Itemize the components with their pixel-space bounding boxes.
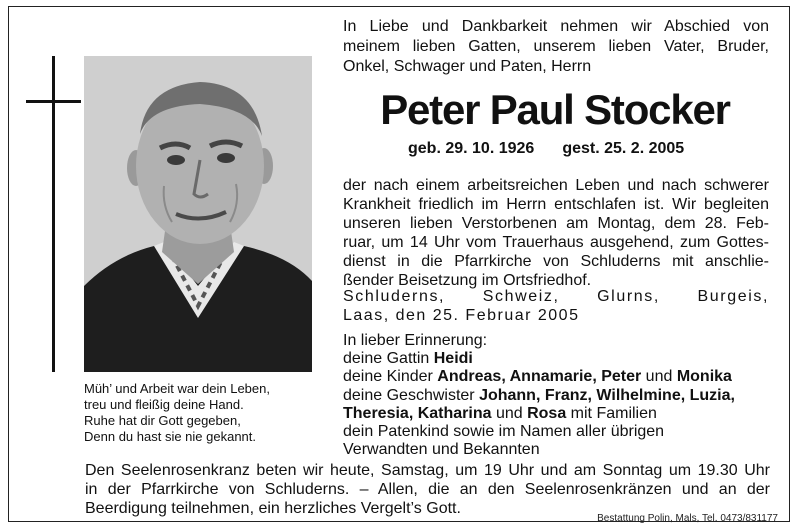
portrait-photo xyxy=(84,56,312,372)
cross-icon xyxy=(52,56,55,372)
intro-text xyxy=(343,17,769,77)
wife-name: Heidi xyxy=(433,350,473,368)
godchild-line: dein Patenkind sowie im Namen aller übrigen xyxy=(343,423,665,441)
memory-heading: In lieber Erinnerung: xyxy=(343,332,488,349)
intro-line: Onkel, Schwager und Paten, Herrn xyxy=(343,58,592,75)
intro-line: In Liebe und Dankbarkeit nehmen wir Abschied von xyxy=(343,18,769,35)
death-date: gest. 25. 2. 2005 xyxy=(562,140,685,157)
body-line: ruar, um 14 Uhr vom Trauerhaus ausgehend, zum Gottes- xyxy=(343,234,769,251)
children-prefix: deine Kinder xyxy=(343,368,438,386)
rosary-line: Den Seelenrosenkranz beten wir heute, Samstag, um 19 Uhr und am Sonntag um 19.30 Uhr xyxy=(85,462,770,479)
body-line: der nach einem arbeitsreichen Leben und nach schwerer xyxy=(343,177,769,194)
funeral-details xyxy=(343,176,769,290)
siblings-prefix: deine Geschwister xyxy=(343,386,480,404)
siblings-line-2 xyxy=(343,405,769,423)
life-dates xyxy=(408,140,708,158)
children-und: und xyxy=(641,368,677,386)
body-line: dienst in die Pfarrkirche von Schluderns mit anschlie- xyxy=(343,253,769,270)
siblings-suffix: mit Familien xyxy=(566,404,657,422)
place-and-date xyxy=(343,287,769,325)
poem-line: treu und fleißig deine Hand. xyxy=(84,397,244,412)
rosary-line: Beerdigung teilnehmen, ein herzliches Vergelt’s Gott. xyxy=(85,500,461,517)
siblings-last-name: Rosa xyxy=(527,404,567,422)
rosary-line: in der Pfarrkirche von Schluderns. – Allen, die an den Seelenrosenkränzen und an der xyxy=(85,481,770,498)
wife-prefix: deine Gattin xyxy=(343,350,434,368)
children-last-name: Monika xyxy=(676,368,732,386)
place-date-line: Laas, den 25. Februar 2005 xyxy=(343,307,580,324)
poem-line: Müh’ und Arbeit war dein Leben, xyxy=(84,381,270,396)
poem xyxy=(84,381,314,445)
children-line xyxy=(343,368,769,386)
relatives-line: Verwandten und Bekannten xyxy=(343,441,540,459)
poem-line: Ruhe hat dir Gott gegeben, xyxy=(84,413,241,428)
siblings-names-2: Theresia, Katharina xyxy=(343,404,492,422)
wife-line xyxy=(343,350,769,368)
siblings-und: und xyxy=(491,404,528,422)
birth-date: geb. 29. 10. 1926 xyxy=(408,140,535,157)
deceased-name: Peter Paul Stocker xyxy=(380,86,730,133)
siblings-line xyxy=(343,387,769,405)
body-line: unseren lieben Verstorbenen am Montag, dem 28. Feb- xyxy=(343,215,769,232)
places-line: Schluderns, Schweiz, Glurns, Burgeis, xyxy=(343,288,769,305)
mourners-list xyxy=(343,332,769,459)
cross-icon-bar xyxy=(26,100,81,103)
body-line: ßender Beisetzung im Ortsfriedhof. xyxy=(343,272,592,289)
siblings-names: Johann, Franz, Wilhelmine, Luzia, xyxy=(479,386,735,404)
intro-line: meinem lieben Gatten, unserem lieben Vater, Bruder, xyxy=(343,38,769,55)
rosary-notice xyxy=(85,461,770,518)
poem-line: Denn du hast sie nie gekannt. xyxy=(84,429,257,444)
body-line: Krankheit friedlich im Herrn entschlafen ist. Wir begleiten xyxy=(343,196,769,213)
funeral-home-credit: Bestattung Polin, Mals, Tel. 0473/831177 xyxy=(597,513,778,524)
children-names: Andreas, Annamarie, Peter xyxy=(437,368,642,386)
